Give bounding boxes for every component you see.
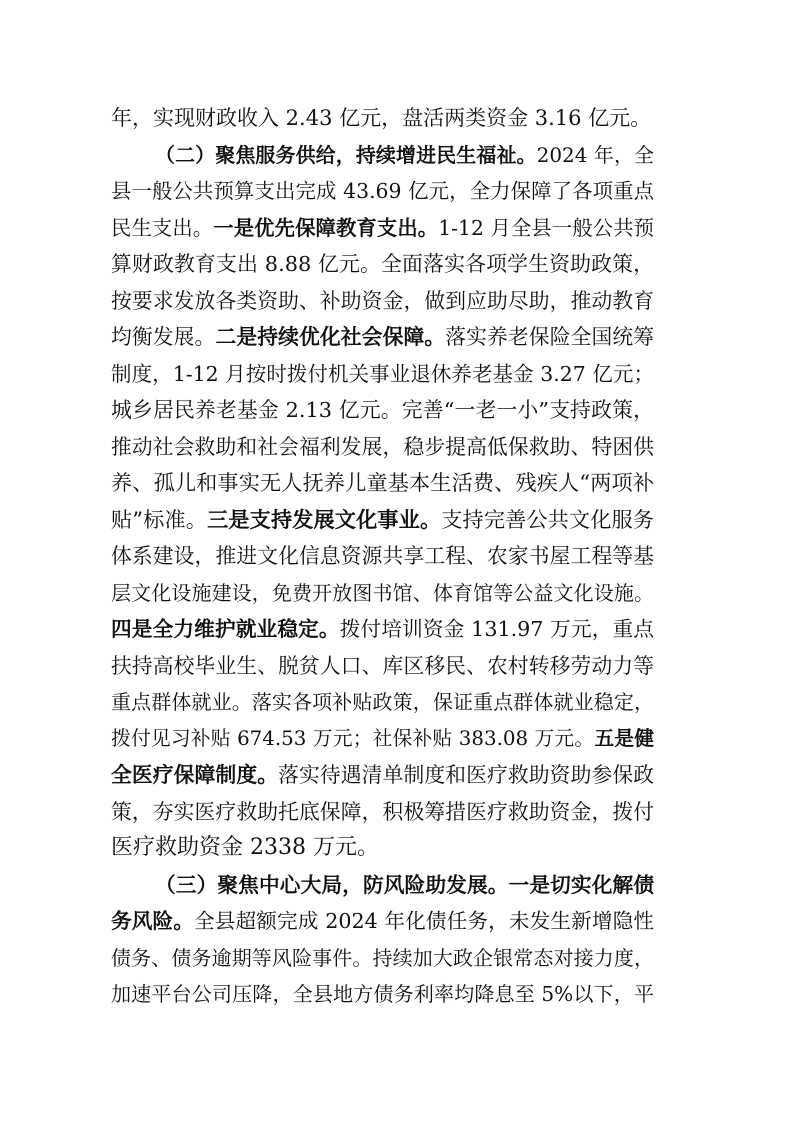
text-line — [111, 684, 654, 721]
paragraph-revenue-summary — [111, 100, 654, 137]
bold-phrase: 四是全力维护就业稳定。 — [111, 617, 340, 641]
text-line — [111, 830, 654, 867]
text-run: 策，夯实医疗救助托底保障，积极筹措医疗救助资金，拨付 — [111, 799, 654, 824]
text-run: 加速平台公司压降，全县地方债务利率均降息至 5%以下，平 — [111, 982, 654, 1006]
section-heading: （三）聚焦中心大局，防风险助发展。一是切实化解债 — [155, 872, 654, 897]
text-line — [111, 465, 654, 502]
paragraph-livelihood-welfare — [111, 137, 654, 867]
text-run: 重点群体就业。落实各项补贴政策，保证重点群体就业稳定， — [111, 690, 654, 714]
text-run: 推动社会救助和社会福利发展，稳步提高低保救助、特困供 — [111, 434, 654, 459]
bold-phrase: 务风险。 — [111, 909, 195, 933]
text-run: 体系建设，推进文化信息资源共享工程、农家书屋工程等基 — [111, 544, 654, 568]
bold-phrase: 二是持续优化社会保障。 — [215, 325, 446, 349]
text-line — [111, 283, 654, 320]
text-line — [111, 611, 654, 648]
text-line — [111, 392, 654, 429]
text-line — [111, 721, 654, 758]
text-run: 2024 年，全 — [536, 142, 655, 167]
text-run: 县一般公共预算支出完成 43.69 亿元，全力保障了各项重点 — [111, 179, 654, 203]
text-line — [111, 246, 654, 283]
text-line — [111, 210, 654, 247]
text-line — [111, 319, 654, 356]
text-line — [111, 356, 654, 393]
text-run: 1-12 月全县一般公共预 — [438, 215, 654, 240]
text-run: 按要求发放各类资助、补助资金，做到应助尽助，推动教育 — [111, 288, 654, 313]
text-run: 层文化设施建设，免费开放图书馆、体育馆等公益文化设施。 — [111, 580, 654, 605]
text-line — [111, 429, 654, 466]
text-run: 落实养老保险全国统筹 — [445, 325, 655, 349]
text-run: 养、孤儿和事实无人抚养儿童基本生活费、残疾人“两项补 — [111, 470, 654, 495]
text-run: 算财政教育支出 8.88 亿元。全面落实各项学生资助政策， — [111, 252, 654, 276]
bold-phrase: 一是优先保障教育支出。 — [213, 215, 439, 240]
text-line — [111, 794, 654, 831]
text-line — [111, 648, 654, 685]
bold-phrase: 全医疗保障制度。 — [111, 763, 279, 787]
text-line — [111, 867, 654, 904]
text-line — [111, 173, 654, 210]
text-run: 制度，1-12 月按时拨付机关事业退休养老基金 3.27 亿元； — [111, 361, 654, 386]
section-heading: （二）聚焦服务供给，持续增进民生福祉。 — [155, 142, 537, 167]
text-run: 医疗救助资金 2338 万元。 — [111, 835, 379, 860]
text-line — [111, 575, 654, 612]
text-run: 扶持高校毕业生、脱贫人口、库区移民、农村转移劳动力等 — [111, 653, 654, 678]
bold-phrase: 五是健 — [594, 726, 655, 750]
text-run: 年，实现财政收入 2.43 亿元，盘活两类资金 3.16 亿元。 — [111, 106, 652, 130]
paragraph-risk-prevention — [111, 867, 654, 1013]
text-line — [111, 538, 654, 575]
bold-phrase: 三是支持发展文化事业。 — [207, 506, 442, 532]
text-run: 落实待遇清单制度和医疗救助资助参保政 — [278, 763, 655, 787]
text-run: 债务、债务逾期等风险事件。持续加大政企银常态对接力度， — [111, 945, 654, 970]
text-run: 城乡居民养老基金 2.13 亿元。完善“一老一小”支持政策， — [111, 398, 654, 422]
text-run: 民生支出。 — [111, 215, 214, 240]
text-line — [111, 137, 654, 174]
text-line — [111, 757, 654, 794]
text-line — [111, 502, 654, 539]
text-line — [111, 903, 654, 940]
text-line — [111, 100, 654, 137]
text-run: 拨付培训资金 131.97 万元，重点 — [339, 617, 654, 641]
text-line — [111, 940, 654, 977]
text-run: 支持完善公共文化服务 — [441, 506, 654, 532]
text-run: 均衡发展。 — [111, 325, 216, 349]
text-run: 贴”标准。 — [111, 506, 208, 532]
text-line — [111, 976, 654, 1013]
text-run: 拨付见习补贴 674.53 万元；社保补贴 383.08 万元。 — [111, 726, 595, 750]
text-run: 全县超额完成 2024 年化债任务，未发生新增隐性 — [194, 909, 654, 933]
